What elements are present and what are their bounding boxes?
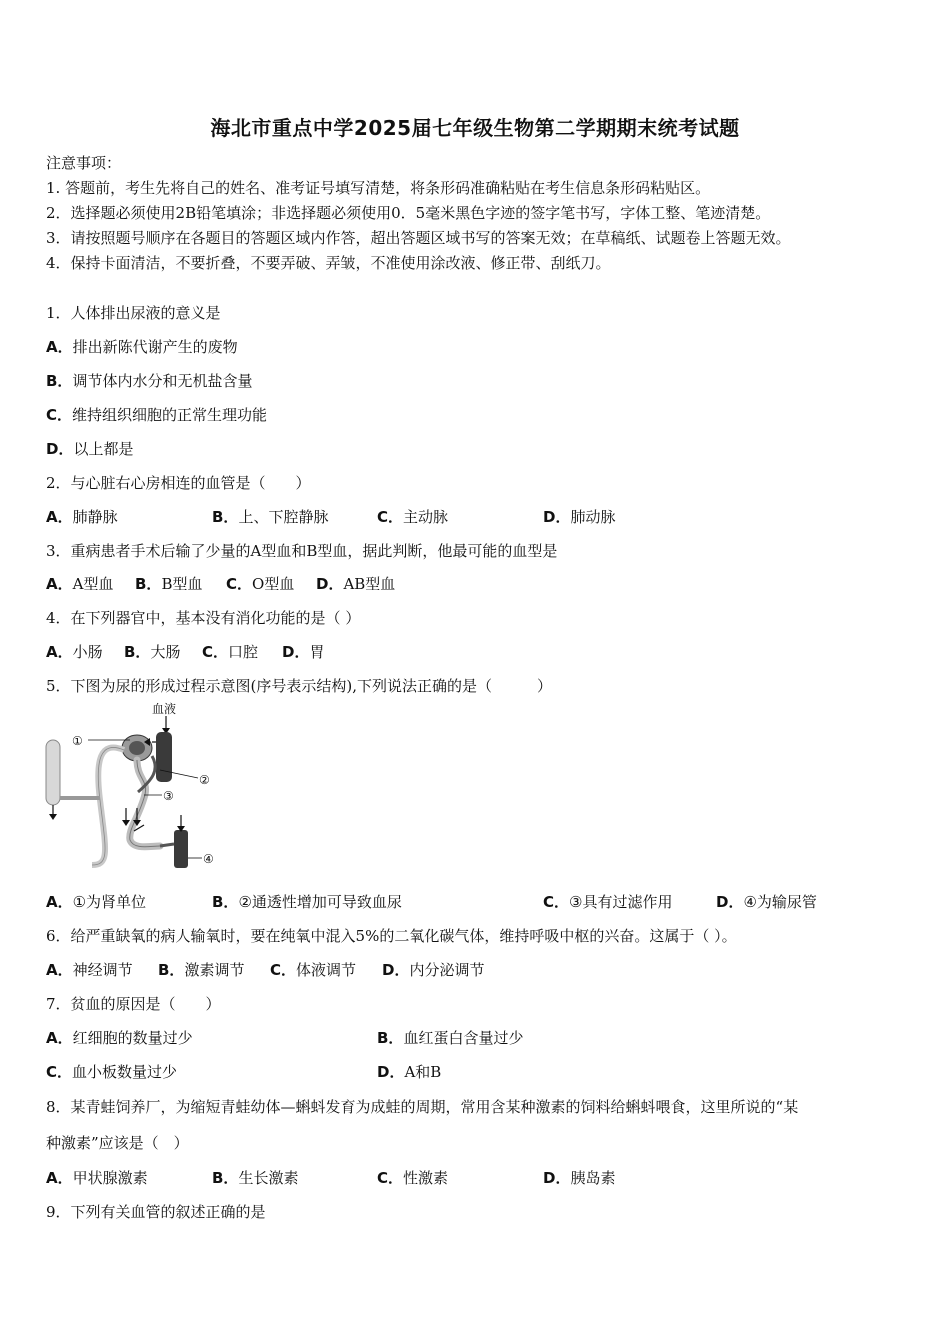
notice-item: 1. 答题前，考生先将自己的姓名、准考证号填写清楚，将条形码准确粘贴在考生信息条形码粘贴区。 xyxy=(46,179,711,197)
option-b: B．大肠 xyxy=(124,643,181,661)
option-b: B．上、下腔静脉 xyxy=(212,508,329,526)
option-a: A．红细胞的数量过少 xyxy=(46,1029,193,1047)
option-b: B．B型血 xyxy=(135,575,203,593)
option-b: B．激素调节 xyxy=(158,961,245,979)
figure-label-2: ② xyxy=(199,773,210,787)
question-stem: 2．与心脏右心房相连的血管是（ ） xyxy=(46,474,311,492)
figure-label-4: ④ xyxy=(203,852,214,866)
option-b: B．生长激素 xyxy=(212,1169,299,1187)
option-a: A．肺静脉 xyxy=(46,508,118,526)
option-d: D．胰岛素 xyxy=(543,1169,616,1187)
option-d: D．胃 xyxy=(282,643,325,661)
figure-label-blood: 血液 xyxy=(152,702,177,716)
option-a: A．排出新陈代谢产生的废物 xyxy=(46,338,238,356)
question-stem: 4．在下列器官中，基本没有消化功能的是（ ） xyxy=(46,609,361,627)
option-d: D．④为输尿管 xyxy=(716,893,817,911)
option-b: B．调节体内水分和无机盐含量 xyxy=(46,372,253,390)
option-d: D．内分泌调节 xyxy=(382,961,485,979)
option-c: C．体液调节 xyxy=(270,961,357,979)
option-a: A．小肠 xyxy=(46,643,103,661)
urine-formation-diagram xyxy=(40,700,230,875)
page-title: 海北市重点中学2025届七年级生物第二学期期末统考试题 xyxy=(210,116,740,140)
figure-label-3: ③ xyxy=(163,789,174,803)
question-stem: 1．人体排出尿液的意义是 xyxy=(46,304,221,322)
option-d: D．A和B xyxy=(377,1063,442,1081)
option-d: D．肺动脉 xyxy=(543,508,616,526)
option-a: A．神经调节 xyxy=(46,961,133,979)
option-b: B．血红蛋白含量过少 xyxy=(377,1029,524,1047)
question-stem: 7．贫血的原因是（ ） xyxy=(46,995,221,1013)
notice-item: 4．保持卡面清洁，不要折叠，不要弄破、弄皱，不准使用涂改液、修正带、刮纸刀。 xyxy=(46,254,611,272)
option-c: C．性激素 xyxy=(377,1169,449,1187)
notice-item: 2．选择题必须使用2B铅笔填涂；非选择题必须使用0．5毫米黑色字迹的签字笔书写，字体工整、笔迹清楚。 xyxy=(46,204,771,222)
question-stem-continued: 种激素”应该是（ ） xyxy=(46,1134,189,1152)
option-b: B．②通透性增加可导致血尿 xyxy=(212,893,402,911)
question-stem: 9．下列有关血管的叙述正确的是 xyxy=(46,1203,266,1221)
notice-item: 3．请按照题号顺序在各题目的答题区域内作答，超出答题区域书写的答案无效；在草稿纸、试题卷上答题无效。 xyxy=(46,229,791,247)
option-a: A．A型血 xyxy=(46,575,114,593)
option-c: C．主动脉 xyxy=(377,508,449,526)
question-stem: 8．某青蛙饲养厂，为缩短青蛙幼体—蝌蚪发育为成蛙的周期，常用含某种激素的饲料给蝌蚪喂食，这里所说的“某 xyxy=(46,1098,799,1116)
option-a: A．甲状腺激素 xyxy=(46,1169,148,1187)
option-d: D．AB型血 xyxy=(316,575,396,593)
figure-label-1: ① xyxy=(72,734,83,748)
option-a: A．①为肾单位 xyxy=(46,893,147,911)
option-c: C．口腔 xyxy=(202,643,259,661)
notice-heading: 注意事项： xyxy=(46,154,122,172)
question-stem: 3．重病患者手术后输了少量的A型血和B型血，据此判断，他最可能的血型是 xyxy=(46,542,558,560)
option-c: C．③具有过滤作用 xyxy=(543,893,673,911)
option-d: D．以上都是 xyxy=(46,440,134,458)
option-c: C．血小板数量过少 xyxy=(46,1063,178,1081)
question-stem: 6．给严重缺氧的病人输氧时，要在纯氧中混入5%的二氧化碳气体，维持呼吸中枢的兴奋。这属于（ ）。 xyxy=(46,927,737,945)
question-stem: 5．下图为尿的形成过程示意图(序号表示结构),下列说法正确的是（ ） xyxy=(46,677,553,695)
option-c: C．维持组织细胞的正常生理功能 xyxy=(46,406,268,424)
option-c: C．O型血 xyxy=(226,575,295,593)
